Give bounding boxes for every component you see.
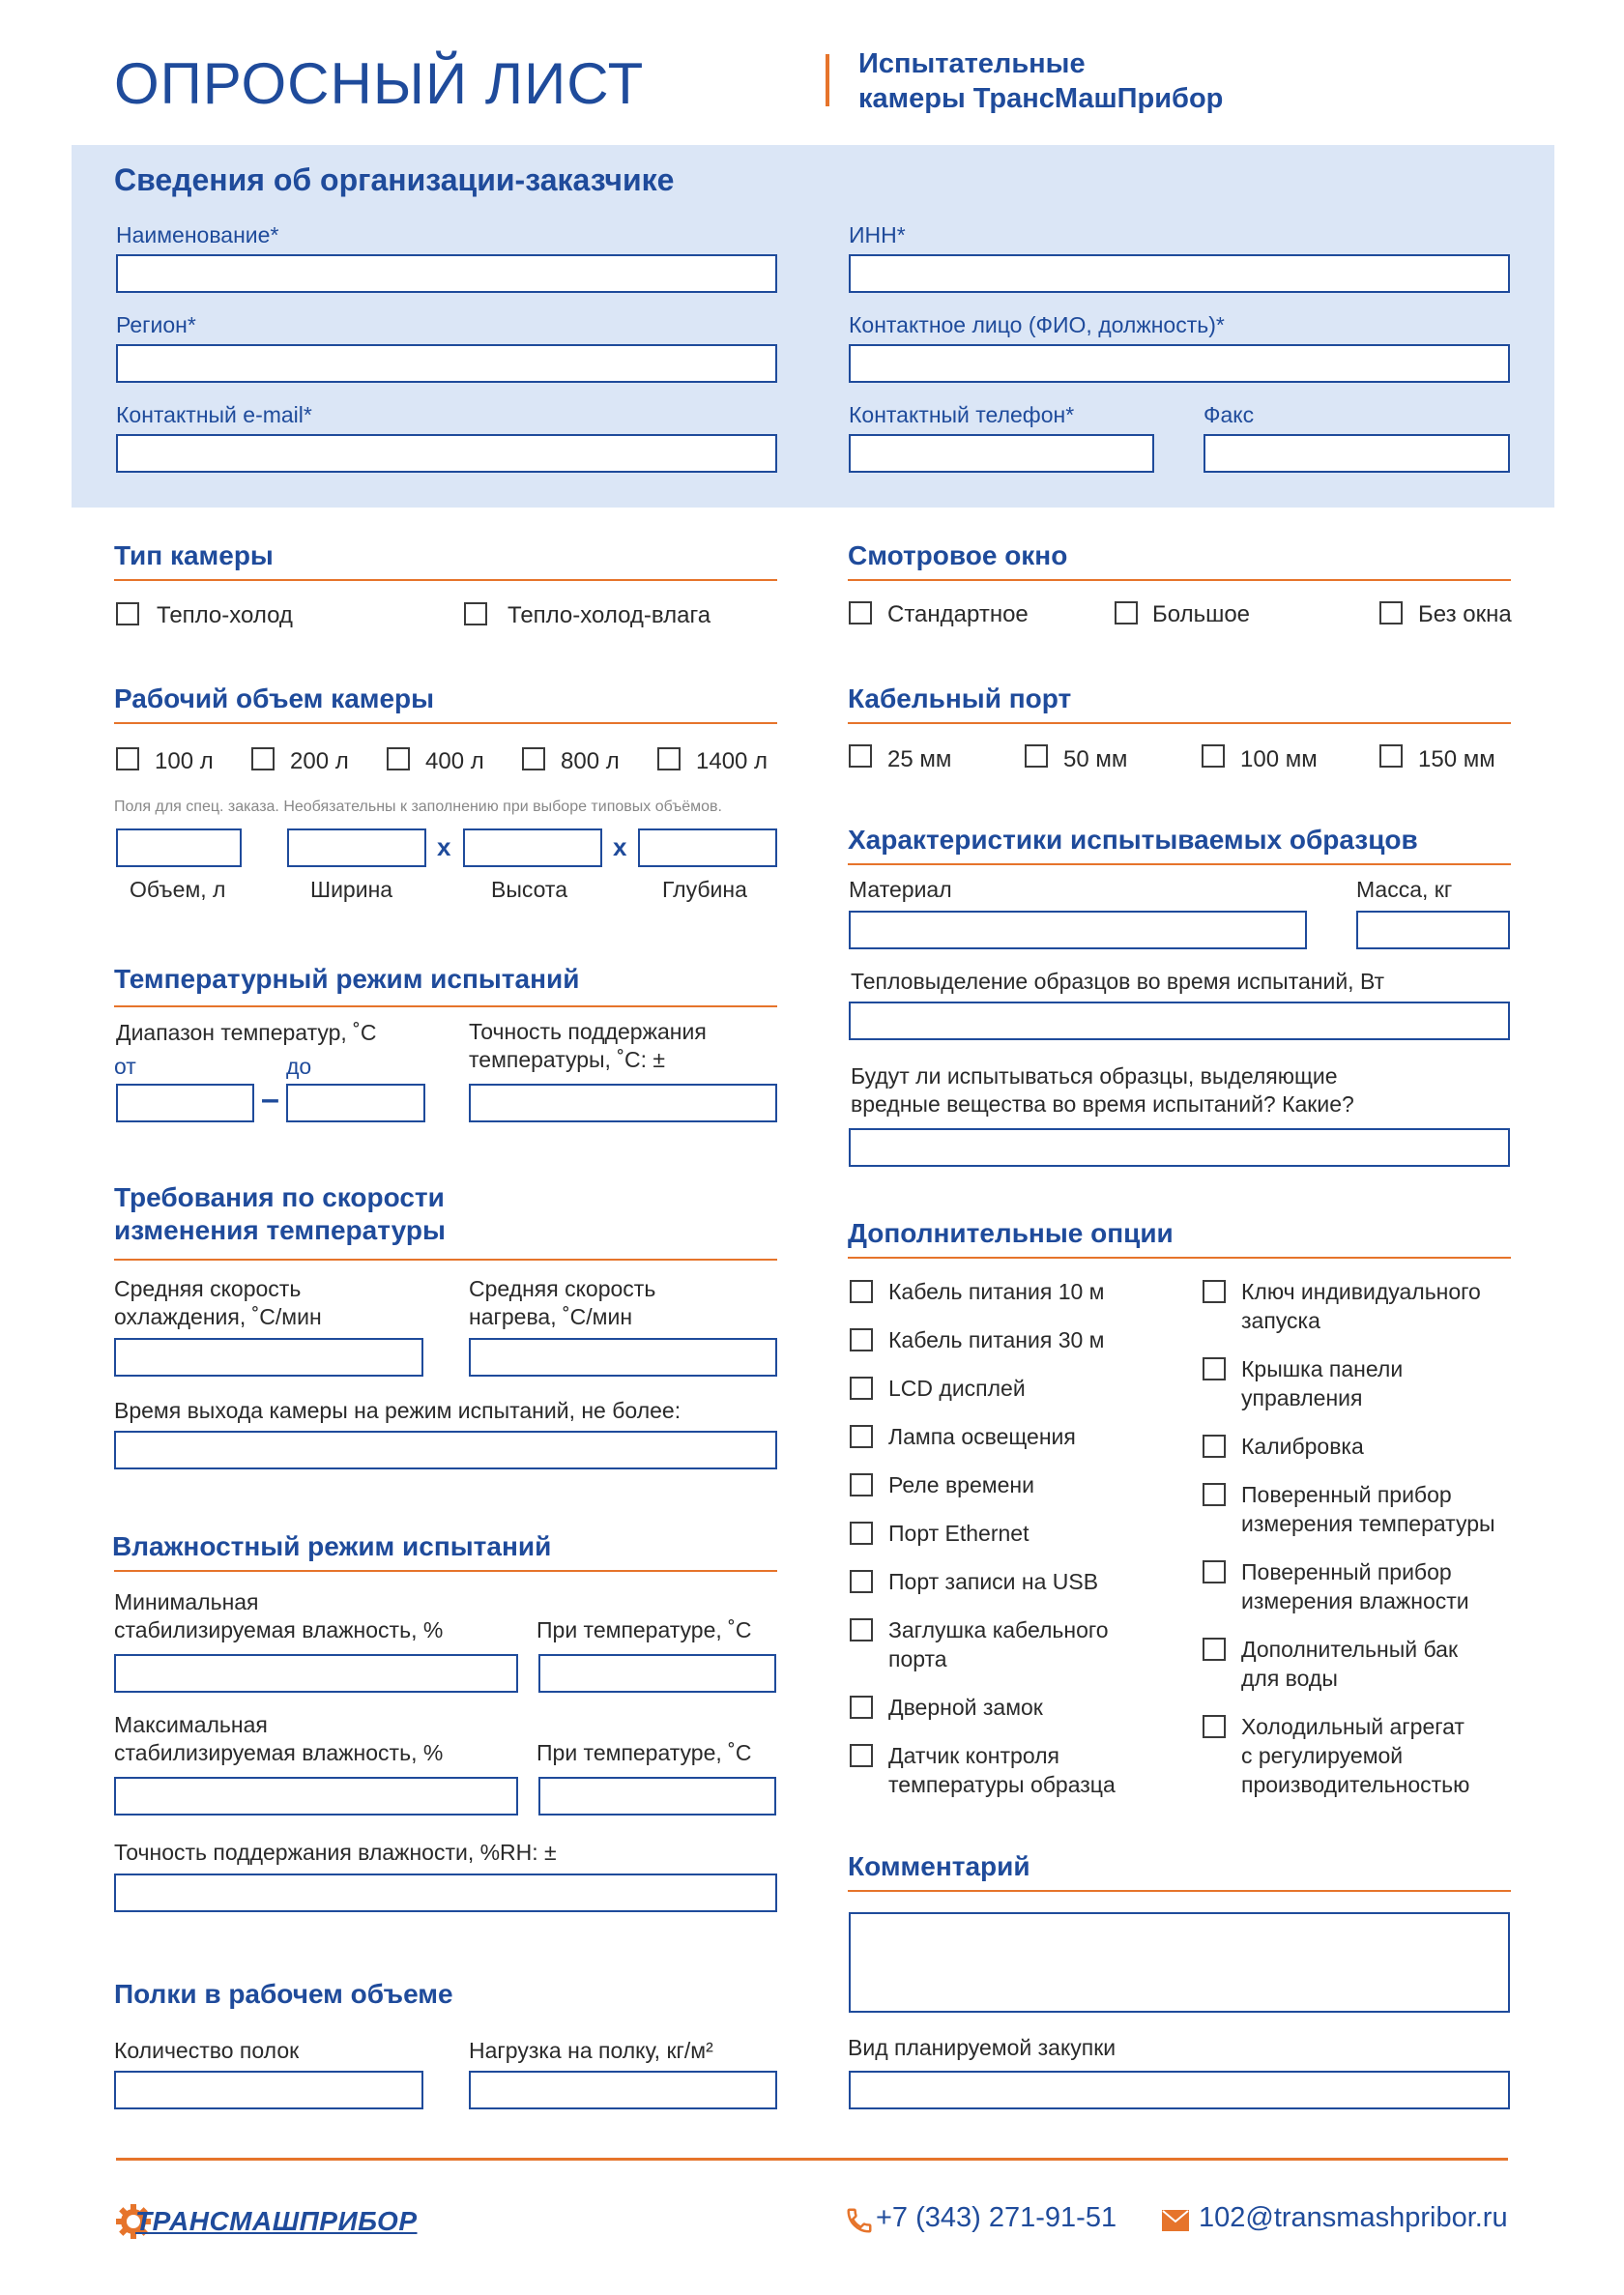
email-input[interactable] <box>116 434 777 473</box>
heat-release-input[interactable] <box>849 1002 1510 1040</box>
volume-note: Поля для спец. заказа. Необязательны к заполнению при выборе типовых объёмов. <box>114 799 722 815</box>
width-field-label: Ширина <box>310 877 393 902</box>
min-humidity-temp-label: При температуре, ˚С <box>536 1617 752 1642</box>
option-right-2-line2: управления <box>1241 1385 1363 1410</box>
mass-label: Масса, кг <box>1356 877 1453 902</box>
option-left-checkbox-9[interactable] <box>850 1696 873 1719</box>
option-right-5-line2: измерения влажности <box>1241 1588 1469 1613</box>
window-option-2: Большое <box>1152 601 1251 627</box>
cable-port-option-1: 25 мм <box>887 746 952 772</box>
volume-checkbox-5[interactable] <box>657 747 681 770</box>
inn-label: ИНН* <box>849 222 906 247</box>
samples-underline <box>848 863 1511 865</box>
option-left-9: Дверной замок <box>888 1695 1043 1720</box>
option-left-checkbox-1[interactable] <box>850 1280 873 1303</box>
header-subtitle-line2: камеры ТрансМашПрибор <box>858 83 1224 114</box>
options-title: Дополнительные опции <box>848 1218 1174 1248</box>
option-left-8-line1: Заглушка кабельного <box>888 1617 1109 1642</box>
heating-rate-input[interactable] <box>469 1338 777 1377</box>
hazard-label <box>851 1062 1354 1118</box>
temp-accuracy-line1: Точность поддержания <box>469 1019 707 1044</box>
header-subtitle <box>858 46 1223 116</box>
window-checkbox-3[interactable] <box>1379 601 1403 625</box>
volume-checkbox-2[interactable] <box>251 747 275 770</box>
depth-input[interactable] <box>638 828 777 867</box>
region-label: Регион* <box>116 312 196 337</box>
shelf-load-input[interactable] <box>469 2071 777 2109</box>
humidity-accuracy-input[interactable] <box>114 1874 777 1912</box>
option-left-8-line2: порта <box>888 1646 947 1671</box>
mail-icon <box>1162 2210 1189 2231</box>
volume-option-2: 200 л <box>290 748 349 774</box>
temperature-underline <box>114 1005 777 1007</box>
volume-option-5: 1400 л <box>696 748 768 774</box>
option-right-6 <box>1241 1635 1458 1693</box>
comment-title: Комментарий <box>848 1851 1030 1881</box>
samples-title: Характеристики испытываемых образцов <box>848 825 1418 855</box>
option-right-5 <box>1241 1557 1469 1615</box>
inn-input[interactable] <box>849 254 1510 293</box>
footer-email[interactable]: 102@transmashpribor.ru <box>1199 2202 1508 2233</box>
volume-checkbox-4[interactable] <box>522 747 545 770</box>
min-humidity-line2: стабилизируемая влажность, % <box>114 1617 444 1642</box>
option-left-10-line2: температуры образца <box>888 1772 1116 1797</box>
dimension-separator-1: x <box>437 832 451 861</box>
rate-title-line1: Требования по скорости <box>114 1182 445 1212</box>
volume-option-3: 400 л <box>425 748 484 774</box>
max-humidity-temp-input[interactable] <box>538 1777 776 1816</box>
cable-port-option-2: 50 мм <box>1063 746 1128 772</box>
option-right-6-line1: Дополнительный бак <box>1241 1637 1459 1662</box>
temp-from-label: от <box>114 1054 136 1079</box>
option-left-checkbox-10[interactable] <box>850 1744 873 1767</box>
viewing-window-underline <box>848 579 1511 581</box>
min-humidity-line1: Минимальная <box>114 1589 259 1614</box>
option-left-checkbox-5[interactable] <box>850 1473 873 1496</box>
volume-input[interactable] <box>116 828 242 867</box>
option-right-3: Калибровка <box>1241 1434 1364 1459</box>
option-right-4 <box>1241 1480 1495 1538</box>
option-left-checkbox-4[interactable] <box>850 1425 873 1448</box>
volume-option-4: 800 л <box>561 748 620 774</box>
customer-section-title: Сведения об организации-заказчике <box>114 162 675 197</box>
shelf-load-label: Нагрузка на полку, кг/м² <box>469 2038 713 2063</box>
volume-checkbox-1[interactable] <box>116 747 139 770</box>
volume-checkbox-3[interactable] <box>387 747 410 770</box>
temp-range-dash: – <box>261 1081 279 1118</box>
hazard-label-line1: Будут ли испытываться образцы, выделяющие <box>851 1063 1338 1089</box>
temp-to-label: до <box>286 1054 312 1079</box>
region-input[interactable] <box>116 344 777 383</box>
chamber-type-title: Тип камеры <box>114 540 274 570</box>
heating-rate-label <box>469 1275 655 1331</box>
volume-option-1: 100 л <box>155 748 214 774</box>
option-left-10 <box>888 1741 1116 1799</box>
temp-range-label: Диапазон температур, ˚С <box>116 1020 377 1045</box>
phone-icon <box>845 2206 874 2235</box>
footer-divider <box>116 2158 1508 2161</box>
window-option-1: Стандартное <box>887 601 1029 627</box>
heating-rate-line1: Средняя скорость <box>469 1276 656 1301</box>
mass-input[interactable] <box>1356 911 1510 949</box>
option-left-10-line1: Датчик контроля <box>888 1743 1059 1768</box>
window-checkbox-2[interactable] <box>1115 601 1138 625</box>
temperature-title: Температурный режим испытаний <box>114 964 580 994</box>
cable-port-title: Кабельный порт <box>848 683 1072 713</box>
option-right-7-line1: Холодильный агрегат <box>1241 1714 1464 1739</box>
option-right-2 <box>1241 1354 1403 1412</box>
option-left-checkbox-7[interactable] <box>850 1570 873 1593</box>
option-right-7 <box>1241 1712 1469 1799</box>
cable-port-checkbox-1[interactable] <box>849 744 872 768</box>
max-humidity-line1: Максимальная <box>114 1712 268 1737</box>
footer-phone[interactable]: +7 (343) 271-91-51 <box>876 2202 1117 2233</box>
option-right-checkbox-3[interactable] <box>1203 1435 1226 1458</box>
cable-port-option-3: 100 мм <box>1240 746 1318 772</box>
options-underline <box>848 1257 1511 1259</box>
viewing-window-title: Смотровое окно <box>848 540 1068 570</box>
cooling-rate-line1: Средняя скорость <box>114 1276 302 1301</box>
option-right-1 <box>1241 1277 1481 1335</box>
cooling-rate-line2: охлаждения, ˚С/мин <box>114 1304 322 1329</box>
page-title: ОПРОСНЫЙ ЛИСТ <box>114 51 645 116</box>
option-right-checkbox-7[interactable] <box>1203 1715 1226 1738</box>
phone-label: Контактный телефон* <box>849 402 1075 427</box>
fax-input[interactable] <box>1204 434 1510 473</box>
option-right-checkbox-5[interactable] <box>1203 1560 1226 1583</box>
heat-release-label: Тепловыделение образцов во время испытаний, Вт <box>851 969 1385 994</box>
max-humidity-label <box>114 1711 443 1767</box>
option-right-checkbox-4[interactable] <box>1203 1483 1226 1506</box>
option-right-6-line2: для воды <box>1241 1666 1338 1691</box>
option-left-checkbox-3[interactable] <box>850 1377 873 1400</box>
option-left-2: Кабель питания 30 м <box>888 1327 1105 1352</box>
shelf-count-input[interactable] <box>114 2071 423 2109</box>
option-right-checkbox-6[interactable] <box>1203 1638 1226 1661</box>
cooling-rate-label <box>114 1275 322 1331</box>
height-field-label: Высота <box>491 877 567 902</box>
width-input[interactable] <box>287 828 426 867</box>
contact-person-label: Контактное лицо (ФИО, должность)* <box>849 312 1225 337</box>
rate-title <box>114 1181 446 1247</box>
company-logo <box>114 2194 418 2249</box>
option-right-2-line1: Крышка панели <box>1241 1356 1404 1381</box>
humidity-accuracy-label: Точность поддержания влажности, %RH: ± <box>114 1840 557 1865</box>
customer-name-input[interactable] <box>116 254 777 293</box>
min-humidity-temp-input[interactable] <box>538 1654 776 1693</box>
window-checkbox-1[interactable] <box>849 601 872 625</box>
temp-to-input[interactable] <box>286 1084 425 1122</box>
chamber-type-option-2: Тепло-холод-влага <box>508 602 711 628</box>
material-input[interactable] <box>849 911 1307 949</box>
option-left-checkbox-8[interactable] <box>850 1618 873 1641</box>
option-left-3: LCD дисплей <box>888 1376 1026 1401</box>
contact-person-input[interactable] <box>849 344 1510 383</box>
volume-underline <box>114 722 777 724</box>
option-left-8 <box>888 1615 1109 1673</box>
max-humidity-input[interactable] <box>114 1777 518 1816</box>
material-label: Материал <box>849 877 952 902</box>
purchase-type-input[interactable] <box>849 2071 1510 2109</box>
option-left-1: Кабель питания 10 м <box>888 1279 1105 1304</box>
cable-port-checkbox-3[interactable] <box>1202 744 1225 768</box>
option-right-4-line1: Поверенный прибор <box>1241 1482 1452 1507</box>
header-divider <box>826 54 829 106</box>
option-right-4-line2: измерения температуры <box>1241 1511 1495 1536</box>
hazard-input[interactable] <box>849 1128 1510 1167</box>
comment-textarea[interactable] <box>849 1912 1510 2013</box>
option-right-checkbox-1[interactable] <box>1203 1280 1226 1303</box>
option-left-4: Лампа освещения <box>888 1424 1076 1449</box>
chamber-type-option-1: Тепло-холод <box>157 602 293 628</box>
temp-accuracy-label <box>469 1018 707 1074</box>
chamber-type-checkbox-2[interactable] <box>464 602 487 625</box>
cable-port-underline <box>848 722 1511 724</box>
rate-title-line2: изменения температуры <box>114 1215 446 1245</box>
volume-title: Рабочий объем камеры <box>114 683 435 713</box>
option-left-5: Реле времени <box>888 1472 1034 1497</box>
humidity-title: Влажностный режим испытаний <box>112 1531 552 1561</box>
option-left-6: Порт Ethernet <box>888 1521 1030 1546</box>
shelves-title: Полки в рабочем объеме <box>114 1979 453 2009</box>
purchase-type-label: Вид планируемой закупки <box>848 2035 1116 2060</box>
option-right-1-line2: запуска <box>1241 1308 1320 1333</box>
option-left-checkbox-2[interactable] <box>850 1328 873 1351</box>
max-humidity-line2: стабилизируемая влажность, % <box>114 1740 444 1765</box>
option-right-1-line1: Ключ индивидуального <box>1241 1279 1481 1304</box>
max-humidity-temp-label: При температуре, ˚С <box>536 1740 752 1765</box>
header-subtitle-line1: Испытательные <box>858 48 1086 79</box>
company-logo-text: ТРАНСМАШПРИБОР <box>135 2206 418 2236</box>
cable-port-option-4: 150 мм <box>1418 746 1495 772</box>
chamber-type-underline <box>114 579 777 581</box>
temp-from-input[interactable] <box>116 1084 254 1122</box>
chamber-type-checkbox-1[interactable] <box>116 602 139 625</box>
cable-port-checkbox-4[interactable] <box>1379 744 1403 768</box>
cooling-rate-input[interactable] <box>114 1338 423 1377</box>
ramp-time-input[interactable] <box>114 1431 777 1469</box>
shelf-count-label: Количество полок <box>114 2038 300 2063</box>
phone-input[interactable] <box>849 434 1154 473</box>
min-humidity-label <box>114 1588 443 1644</box>
volume-field-label: Объем, л <box>130 877 226 902</box>
min-humidity-input[interactable] <box>114 1654 518 1693</box>
option-left-checkbox-6[interactable] <box>850 1522 873 1545</box>
humidity-underline <box>114 1570 777 1572</box>
comment-underline <box>848 1890 1511 1892</box>
depth-field-label: Глубина <box>662 877 747 902</box>
option-right-5-line1: Поверенный прибор <box>1241 1559 1452 1584</box>
temp-accuracy-line2: температуры, ˚С: ± <box>469 1047 666 1072</box>
hazard-label-line2: вредные вещества во время испытаний? Какие? <box>851 1091 1354 1117</box>
dimension-separator-2: x <box>613 832 627 861</box>
fax-label: Факс <box>1204 402 1255 427</box>
heating-rate-line2: нагрева, ˚С/мин <box>469 1304 633 1329</box>
window-option-3: Без окна <box>1418 601 1512 627</box>
customer-name-label: Наименование* <box>116 222 279 247</box>
option-right-7-line2: с регулируемой <box>1241 1743 1404 1768</box>
option-right-7-line3: производительностью <box>1241 1772 1470 1797</box>
temp-accuracy-input[interactable] <box>469 1084 777 1122</box>
ramp-time-label: Время выхода камеры на режим испытаний, не более: <box>114 1398 682 1423</box>
cable-port-checkbox-2[interactable] <box>1025 744 1048 768</box>
option-left-7: Порт записи на USB <box>888 1569 1099 1594</box>
email-label: Контактный e-mail* <box>116 402 312 427</box>
rate-underline <box>114 1259 777 1261</box>
option-right-checkbox-2[interactable] <box>1203 1357 1226 1380</box>
height-input[interactable] <box>463 828 602 867</box>
